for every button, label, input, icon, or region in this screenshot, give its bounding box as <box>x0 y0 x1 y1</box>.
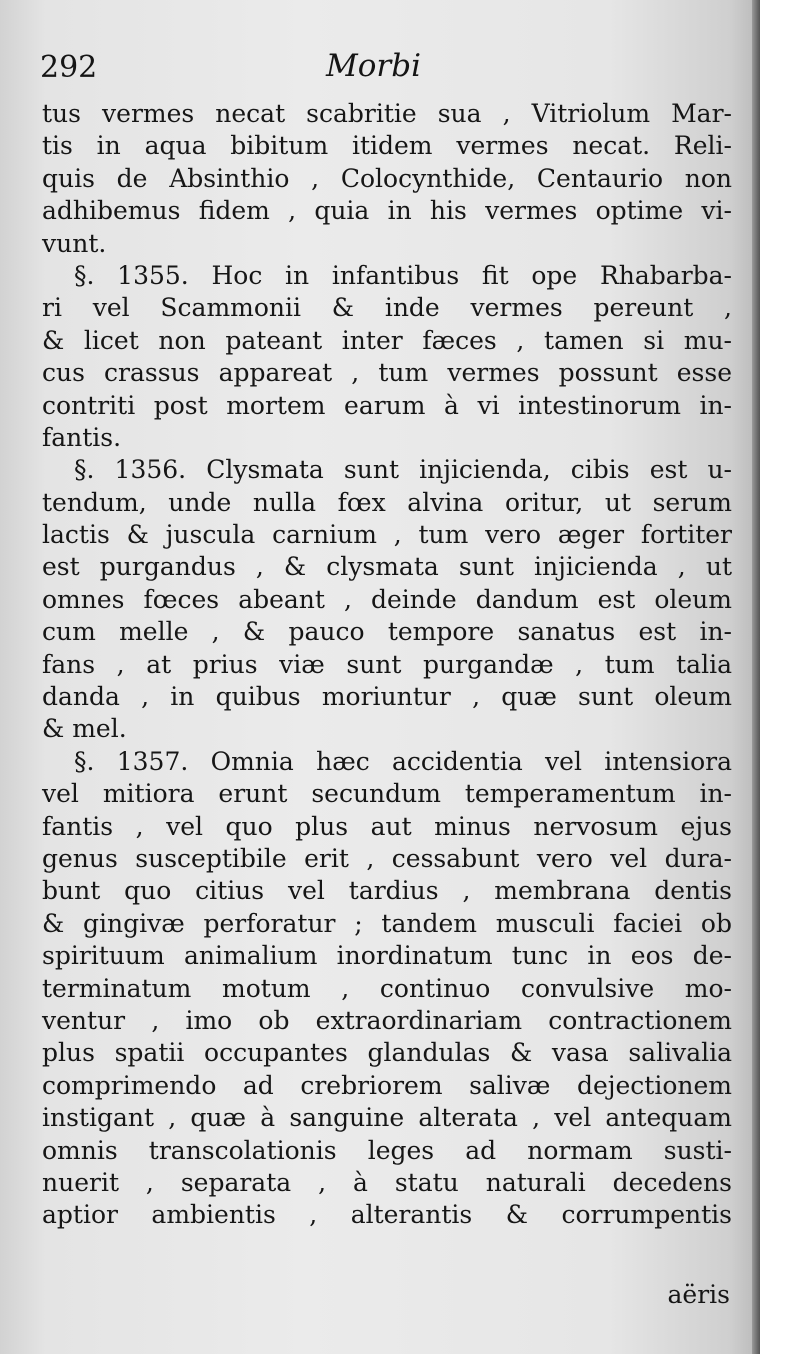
text-line: lactis & juscula carnium , tum vero æger fortiter <box>42 520 732 550</box>
text-line: nuerit , separata , à statu naturali decedens <box>42 1167 732 1197</box>
catchword: aëris <box>667 1280 730 1309</box>
text-line: aptior ambientis , alterantis & corrumpentis <box>42 1200 732 1230</box>
text-line: danda , in quibus moriuntur , quæ sunt oleum <box>42 682 732 712</box>
text-line: cum melle , & pauco tempore sanatus est in- <box>42 617 732 647</box>
text-line: comprimendo ad crebriorem salivæ dejectionem <box>42 1070 732 1100</box>
text-line: plus spatii occupantes glandulas & vasa salivalia <box>42 1038 732 1068</box>
text-line: & licet non pateant inter fæces , tamen si mu- <box>42 325 732 355</box>
text-line: genus susceptibile erit , cessabunt vero vel dura- <box>42 843 732 873</box>
text-line: omnes fœces abeant , deinde dandum est oleum <box>42 584 732 614</box>
body-text <box>42 98 732 1232</box>
text-line: & gingivæ perforatur ; tandem musculi faciei ob <box>42 908 732 938</box>
text-line: tis in aqua bibitum itidem vermes necat. Reli- <box>42 131 732 161</box>
text-line: instigant , quæ à sanguine alterata , vel antequam <box>42 1103 732 1133</box>
text-line: fantis. <box>42 422 122 452</box>
page-number: 292 <box>40 50 98 85</box>
text-line: ventur , imo ob extraordinariam contractionem <box>42 1005 732 1035</box>
text-line: contriti post mortem earum à vi intestinorum in- <box>42 390 732 420</box>
text-line: tendum, unde nulla fœx alvina oritur, ut serum <box>42 487 732 517</box>
text-line: §. 1356. Clysmata sunt injicienda, cibis est u- <box>74 455 732 485</box>
text-line: §. 1355. Hoc in infantibus fit ope Rhabarba- <box>74 260 732 290</box>
text-line: fantis , vel quo plus aut minus nervosum ejus <box>42 811 732 841</box>
text-line: adhibemus fidem , quia in his vermes optime vi- <box>42 196 732 226</box>
text-line: spirituum animalium inordinatum tunc in eos de- <box>42 941 732 971</box>
text-line: ri vel Scammonii & inde vermes pereunt , <box>42 293 732 323</box>
text-line: cus crassus appareat , tum vermes possunt esse <box>42 358 732 388</box>
text-line: & mel. <box>42 714 127 744</box>
text-line: omnis transcolationis leges ad normam susti- <box>42 1135 732 1165</box>
page-edge-shadow <box>752 0 760 1354</box>
text-line: est purgandus , & clysmata sunt injicienda , ut <box>42 552 732 582</box>
text-line: tus vermes necat scabritie sua , Vitriolum Mar- <box>42 99 732 128</box>
text-line: bunt quo citius vel tardius , membrana dentis <box>42 876 732 906</box>
text-line: vunt. <box>42 228 107 258</box>
text-line: §. 1357. Omnia hæc accidentia vel intensiora <box>74 746 732 776</box>
text-line: fans , at prius viæ sunt purgandæ , tum talia <box>42 649 732 679</box>
text-line: vel mitiora erunt secundum temperamentum in- <box>42 779 732 809</box>
running-head: Morbi <box>326 48 421 84</box>
text-line: terminatum motum , continuo convulsive mo- <box>42 973 732 1003</box>
text-line: quis de Absinthio , Colocynthide, Centaurio non <box>42 163 732 193</box>
